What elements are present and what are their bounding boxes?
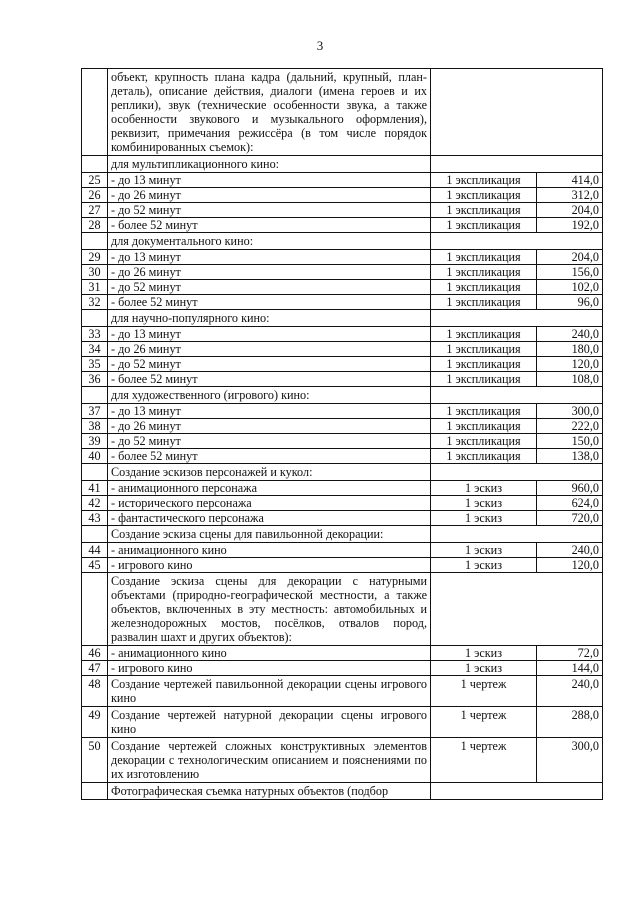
table-row — [82, 419, 603, 434]
table-row — [82, 404, 603, 419]
row-price: 222,0 — [537, 419, 603, 434]
number-cell — [82, 156, 108, 173]
row-price: 240,0 — [537, 327, 603, 342]
row-unit: 1 экспликация — [431, 404, 537, 419]
row-unit: 1 чертеж — [431, 738, 537, 783]
row-description: - до 52 минут — [108, 203, 431, 218]
section-row — [82, 387, 603, 404]
table-row — [82, 434, 603, 449]
row-number: 45 — [82, 558, 108, 573]
row-number: 31 — [82, 280, 108, 295]
row-number: 47 — [82, 661, 108, 676]
table-row — [82, 218, 603, 233]
row-price: 72,0 — [537, 646, 603, 661]
row-price: 144,0 — [537, 661, 603, 676]
row-unit: 1 экспликация — [431, 295, 537, 310]
row-unit: 1 экспликация — [431, 173, 537, 188]
row-number: 41 — [82, 481, 108, 496]
row-number: 38 — [82, 419, 108, 434]
row-description: - до 52 минут — [108, 357, 431, 372]
section-title: Фотографическая съемка натурных объектов (подбор — [108, 783, 431, 800]
row-unit: 1 экспликация — [431, 280, 537, 295]
row-price: 204,0 — [537, 203, 603, 218]
row-description: - до 13 минут — [108, 404, 431, 419]
row-price: 96,0 — [537, 295, 603, 310]
row-number: 42 — [82, 496, 108, 511]
row-unit: 1 эскиз — [431, 481, 537, 496]
section-title: Создание эскиза сцены для павильонной декорации: — [108, 526, 431, 543]
section-row — [82, 233, 603, 250]
row-unit: 1 эскиз — [431, 496, 537, 511]
row-price: 180,0 — [537, 342, 603, 357]
row-number: 30 — [82, 265, 108, 280]
row-unit: 1 экспликация — [431, 434, 537, 449]
table-row — [82, 707, 603, 738]
section-row — [82, 526, 603, 543]
table-row — [82, 342, 603, 357]
row-unit: 1 эскиз — [431, 558, 537, 573]
table-row — [82, 738, 603, 783]
row-price: 960,0 — [537, 481, 603, 496]
row-description: - до 26 минут — [108, 342, 431, 357]
row-unit: 1 экспликация — [431, 327, 537, 342]
row-unit: 1 экспликация — [431, 218, 537, 233]
empty-cell — [431, 387, 603, 404]
row-description: - исторического персонажа — [108, 496, 431, 511]
row-description: - анимационного кино — [108, 543, 431, 558]
row-unit: 1 экспликация — [431, 265, 537, 280]
table-row — [82, 481, 603, 496]
row-number: 46 — [82, 646, 108, 661]
table-row — [82, 543, 603, 558]
row-description: - игрового кино — [108, 661, 431, 676]
row-unit: 1 экспликация — [431, 342, 537, 357]
row-price: 312,0 — [537, 188, 603, 203]
row-number: 25 — [82, 173, 108, 188]
row-price: 156,0 — [537, 265, 603, 280]
row-description: - до 13 минут — [108, 173, 431, 188]
row-price: 108,0 — [537, 372, 603, 387]
row-description: - до 52 минут — [108, 434, 431, 449]
section-title: для художественного (игрового) кино: — [108, 387, 431, 404]
number-cell — [82, 387, 108, 404]
row-unit: 1 экспликация — [431, 419, 537, 434]
table-row — [82, 496, 603, 511]
row-unit: 1 эскиз — [431, 543, 537, 558]
table-row — [82, 265, 603, 280]
section-row — [82, 783, 603, 800]
row-unit: 1 экспликация — [431, 372, 537, 387]
row-number: 32 — [82, 295, 108, 310]
row-unit: 1 эскиз — [431, 646, 537, 661]
row-price: 240,0 — [537, 543, 603, 558]
row-price: 102,0 — [537, 280, 603, 295]
row-number: 49 — [82, 707, 108, 738]
row-unit: 1 экспликация — [431, 449, 537, 464]
empty-cell — [431, 464, 603, 481]
number-cell — [82, 69, 108, 156]
row-unit: 1 чертеж — [431, 707, 537, 738]
section-title: для мультипликационного кино: — [108, 156, 431, 173]
price-table — [81, 68, 603, 800]
table-row — [82, 188, 603, 203]
row-price: 720,0 — [537, 511, 603, 526]
row-number: 48 — [82, 676, 108, 707]
row-number: 50 — [82, 738, 108, 783]
row-description: - более 52 минут — [108, 218, 431, 233]
row-number: 39 — [82, 434, 108, 449]
table-row — [82, 372, 603, 387]
intro-text: объект, крупность плана кадра (дальний, крупный, план-деталь), описание действия, диалоги (имена героев и их реплики), звук (технические особенности звука, а также особенности звукового и музыкального оформления), реквизит, примечания режиссёра (в том числе порядок комбинированных съемок): — [108, 69, 431, 156]
row-number: 37 — [82, 404, 108, 419]
table-row — [82, 449, 603, 464]
row-number: 36 — [82, 372, 108, 387]
row-number: 40 — [82, 449, 108, 464]
intro-row — [82, 69, 603, 156]
section-row — [82, 310, 603, 327]
section-row — [82, 573, 603, 646]
row-price: 120,0 — [537, 357, 603, 372]
table-row — [82, 661, 603, 676]
row-price: 204,0 — [537, 250, 603, 265]
row-unit: 1 эскиз — [431, 511, 537, 526]
row-description: - фантастического персонажа — [108, 511, 431, 526]
row-price: 300,0 — [537, 404, 603, 419]
page-number: 3 — [316, 38, 324, 53]
section-row — [82, 464, 603, 481]
row-price: 120,0 — [537, 558, 603, 573]
row-description: - до 13 минут — [108, 327, 431, 342]
table-row — [82, 280, 603, 295]
number-cell — [82, 526, 108, 543]
row-price: 138,0 — [537, 449, 603, 464]
row-number: 44 — [82, 543, 108, 558]
row-description: - анимационного кино — [108, 646, 431, 661]
row-number: 26 — [82, 188, 108, 203]
section-title: для научно-популярного кино: — [108, 310, 431, 327]
row-number: 34 — [82, 342, 108, 357]
table-row — [82, 295, 603, 310]
row-unit: 1 экспликация — [431, 188, 537, 203]
row-price: 414,0 — [537, 173, 603, 188]
table-row — [82, 173, 603, 188]
table-row — [82, 511, 603, 526]
row-description: - до 13 минут — [108, 250, 431, 265]
number-cell — [82, 573, 108, 646]
row-unit: 1 чертеж — [431, 676, 537, 707]
empty-cell — [431, 526, 603, 543]
row-description: Создание чертежей сложных конструктивных элементов декорации с технологическим описанием и пояснениями по их изготовлению — [108, 738, 431, 783]
section-title: Создание эскизов персонажей и кукол: — [108, 464, 431, 481]
table-row — [82, 250, 603, 265]
row-description: - более 52 минут — [108, 372, 431, 387]
table-row — [82, 203, 603, 218]
row-number: 27 — [82, 203, 108, 218]
row-description: - более 52 минут — [108, 449, 431, 464]
row-price: 300,0 — [537, 738, 603, 783]
row-unit: 1 экспликация — [431, 203, 537, 218]
row-description: - до 26 минут — [108, 265, 431, 280]
section-row — [82, 156, 603, 173]
section-title: Создание эскиза сцены для декорации с натурными объектами (природно-географической местности, а также объектов, включенных в эту местность: автомобильных и железнодорожных мостов, посёлков, отвалов пород, развалин шахт и других объектов): — [108, 573, 431, 646]
number-cell — [82, 464, 108, 481]
empty-cell — [431, 573, 603, 646]
section-title: для документального кино: — [108, 233, 431, 250]
number-cell — [82, 310, 108, 327]
row-unit: 1 эскиз — [431, 661, 537, 676]
table-row — [82, 327, 603, 342]
table-row — [82, 676, 603, 707]
row-number: 35 — [82, 357, 108, 372]
table-row — [82, 558, 603, 573]
number-cell — [82, 783, 108, 800]
row-description: - более 52 минут — [108, 295, 431, 310]
row-description: - до 26 минут — [108, 419, 431, 434]
row-number: 33 — [82, 327, 108, 342]
empty-cell — [431, 310, 603, 327]
row-number: 28 — [82, 218, 108, 233]
row-unit: 1 экспликация — [431, 250, 537, 265]
empty-cell — [431, 233, 603, 250]
row-price: 288,0 — [537, 707, 603, 738]
row-price: 240,0 — [537, 676, 603, 707]
row-description: Создание чертежей павильонной декорации сцены игрового кино — [108, 676, 431, 707]
empty-cell — [431, 783, 603, 800]
empty-cell — [431, 156, 603, 173]
row-description: - анимационного персонажа — [108, 481, 431, 496]
row-unit: 1 экспликация — [431, 357, 537, 372]
row-description: - до 26 минут — [108, 188, 431, 203]
row-number: 43 — [82, 511, 108, 526]
empty-cell — [431, 69, 603, 156]
row-price: 192,0 — [537, 218, 603, 233]
number-cell — [82, 233, 108, 250]
row-price: 624,0 — [537, 496, 603, 511]
row-price: 150,0 — [537, 434, 603, 449]
row-description: - до 52 минут — [108, 280, 431, 295]
table-row — [82, 646, 603, 661]
row-number: 29 — [82, 250, 108, 265]
row-description: - игрового кино — [108, 558, 431, 573]
row-description: Создание чертежей натурной декорации сцены игрового кино — [108, 707, 431, 738]
table-row — [82, 357, 603, 372]
